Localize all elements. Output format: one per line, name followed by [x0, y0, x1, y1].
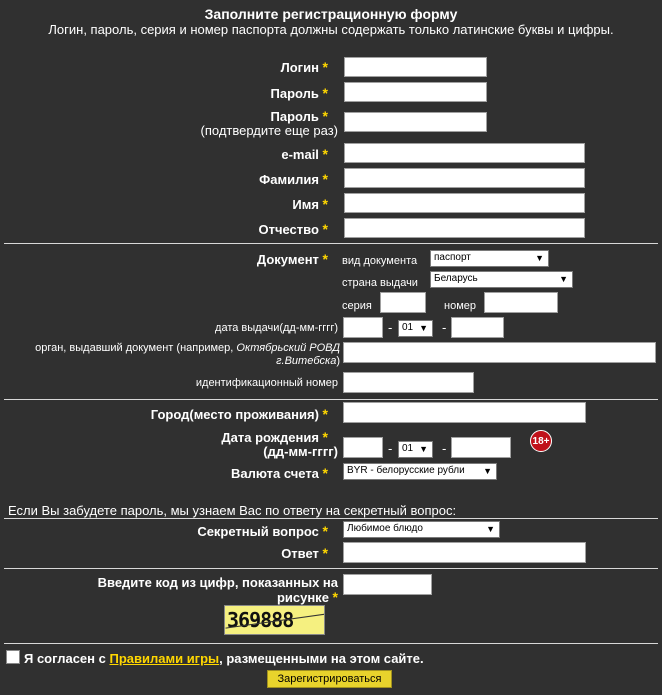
- password-label: Пароль *: [270, 85, 328, 101]
- chevron-down-icon: ▼: [419, 323, 428, 333]
- issue-year-input[interactable]: [451, 317, 504, 338]
- city-input[interactable]: [343, 402, 586, 423]
- id-number-label: идентификационный номер: [195, 377, 338, 389]
- date-separator: -: [442, 320, 447, 335]
- series-label: серия: [342, 300, 372, 312]
- password-input[interactable]: [344, 82, 487, 102]
- name-label: Имя *: [292, 196, 328, 212]
- captcha-label: Введите код из цифр, показанных на рисунке *: [97, 575, 338, 605]
- date-separator: -: [388, 441, 393, 456]
- form-title: Заполните регистрационную форму: [204, 6, 458, 22]
- date-separator: -: [388, 320, 393, 335]
- birth-day-input[interactable]: [343, 437, 383, 458]
- agreement-row: [6, 650, 424, 666]
- document-label: Документ *: [256, 251, 328, 267]
- chevron-down-icon: ▼: [483, 466, 492, 476]
- answer-input[interactable]: [343, 542, 586, 563]
- birth-date-label: Дата рождения *: [221, 429, 328, 445]
- captcha-input[interactable]: [343, 574, 432, 595]
- agreement-suffix: , размещенными на этом сайте.: [219, 651, 424, 666]
- name-input[interactable]: [344, 193, 585, 213]
- issue-country-select[interactable]: Беларусь ▼: [430, 271, 573, 288]
- secret-question-intro: Если Вы забудете пароль, мы узнаем Вас по ответу на секретный вопрос:: [8, 503, 457, 518]
- divider: [4, 518, 658, 519]
- birth-month-select[interactable]: 01 ▼: [398, 441, 433, 458]
- series-input[interactable]: [380, 292, 426, 313]
- patronymic-label: Отчество *: [258, 221, 328, 237]
- required-star: *: [332, 589, 338, 605]
- password-confirm-label: Пароль *: [270, 108, 328, 124]
- form-subtitle: Логин, пароль, серия и номер паспорта должны содержать только латинские буквы и цифры.: [48, 22, 614, 37]
- register-button[interactable]: Зарегистрироваться: [267, 670, 392, 688]
- issue-day-input[interactable]: [343, 317, 383, 338]
- required-star: *: [322, 196, 328, 212]
- divider: [4, 399, 658, 400]
- password-confirm-hint: (подтвердите еще раз): [200, 123, 338, 138]
- password-confirm-input[interactable]: [344, 112, 487, 132]
- required-star: *: [322, 545, 328, 561]
- required-star: *: [322, 85, 328, 101]
- issue-date-label: дата выдачи(дд-мм-гггг): [215, 322, 338, 334]
- required-star: *: [322, 523, 328, 539]
- captcha-image: [224, 605, 325, 635]
- city-label: Город(место проживания) *: [150, 406, 328, 422]
- required-star: *: [322, 406, 328, 422]
- chevron-down-icon: ▼: [559, 274, 568, 284]
- divider: [4, 643, 658, 644]
- answer-label: Ответ *: [281, 545, 328, 561]
- chevron-down-icon: ▼: [535, 253, 544, 263]
- id-number-input[interactable]: [343, 372, 474, 393]
- issuer-input[interactable]: [343, 342, 656, 363]
- patronymic-input[interactable]: [344, 218, 585, 238]
- chevron-down-icon: ▼: [419, 444, 428, 454]
- agreement-checkbox[interactable]: [6, 650, 20, 664]
- rules-link[interactable]: Правилами игры: [109, 651, 220, 666]
- secret-question-label: Секретный вопрос *: [197, 523, 328, 539]
- divider: [4, 243, 658, 244]
- birth-year-input[interactable]: [451, 437, 511, 458]
- currency-label: Валюта счета *: [230, 465, 328, 481]
- email-label: e-mail *: [281, 146, 328, 162]
- issuer-label: орган, выдавший документ (например, Октябрьский РОВД г.Витебска): [35, 342, 340, 367]
- email-input[interactable]: [344, 143, 585, 163]
- currency-select[interactable]: BYR - белорусские рубли ▼: [343, 463, 497, 480]
- birth-date-hint: (дд-мм-гггг): [263, 444, 338, 459]
- required-star: *: [322, 59, 328, 75]
- issue-country-label: страна выдачи: [342, 277, 418, 289]
- login-input[interactable]: [344, 57, 487, 77]
- age-18-plus-badge: 18+: [530, 430, 552, 452]
- chevron-down-icon: ▼: [486, 524, 495, 534]
- required-star: *: [322, 146, 328, 162]
- document-type-label: вид документа: [342, 255, 418, 267]
- required-star: *: [322, 429, 328, 445]
- required-star: *: [322, 221, 328, 237]
- issue-month-select[interactable]: 01 ▼: [398, 320, 433, 337]
- secret-question-select[interactable]: Любимое блюдо ▼: [343, 521, 500, 538]
- date-separator: -: [442, 441, 447, 456]
- surname-label: Фамилия *: [259, 171, 328, 187]
- captcha-code: 369888: [227, 608, 294, 632]
- surname-input[interactable]: [344, 168, 585, 188]
- required-star: *: [322, 465, 328, 481]
- document-type-select[interactable]: паспорт ▼: [430, 250, 549, 267]
- agreement-prefix: Я согласен с: [24, 651, 110, 666]
- number-input[interactable]: [484, 292, 558, 313]
- required-star: *: [322, 251, 328, 267]
- number-label: номер: [444, 300, 476, 312]
- login-label: Логин *: [280, 59, 328, 75]
- required-star: *: [322, 171, 328, 187]
- required-star: *: [322, 108, 328, 124]
- divider: [4, 568, 658, 569]
